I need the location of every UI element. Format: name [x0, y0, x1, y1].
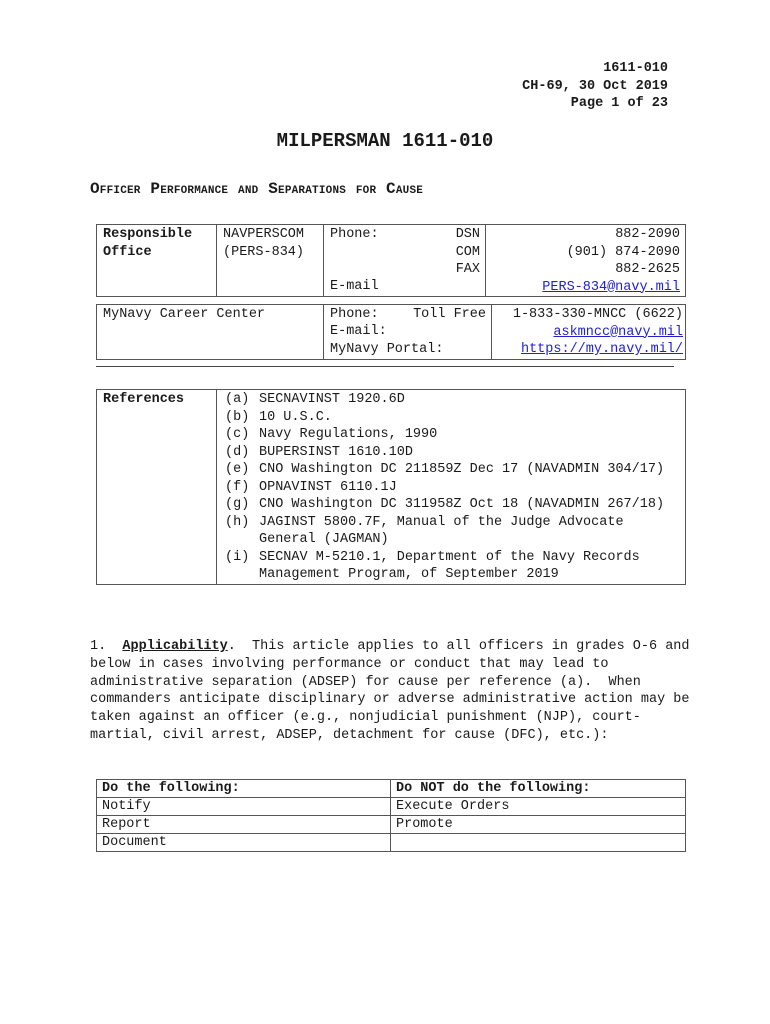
- mynavy-portal-link[interactable]: https://my.navy.mil/: [520, 342, 683, 357]
- reference-text: BUPERSINST 1610.10D: [259, 444, 413, 460]
- contact-labels: [324, 225, 486, 297]
- table-row: [97, 816, 686, 834]
- table-row: [97, 834, 686, 852]
- email-label: E-mail: [330, 279, 379, 294]
- do-cell: Notify: [97, 798, 391, 816]
- doc-number: 1611-010: [603, 61, 668, 76]
- reference-id: (a): [225, 392, 250, 407]
- reference-item: [225, 409, 680, 427]
- do-dont-rows: [97, 798, 686, 852]
- reference-item: [225, 426, 680, 444]
- references-list: [217, 390, 686, 585]
- section-heading: Applicability: [122, 639, 228, 654]
- pers834-email-link[interactable]: PERS-834@navy.mil: [542, 279, 680, 295]
- do-cell: Document: [97, 834, 391, 852]
- reference-text: SECNAV M-5210.1, Department of the Navy Records Management Program, of September 2019: [259, 549, 640, 582]
- com-value: (901) 874-2090: [566, 244, 680, 260]
- reference-item: [225, 514, 680, 549]
- career-center-table: [96, 304, 686, 360]
- reference-id: (h): [225, 514, 250, 530]
- reference-item: [225, 461, 680, 479]
- com-label: COM: [455, 244, 480, 260]
- phone-label: Phone:: [330, 227, 379, 242]
- portal-label: MyNavy Portal:: [330, 342, 444, 357]
- toll-free-label: Toll Free: [413, 307, 486, 322]
- reference-id: (c): [225, 427, 250, 442]
- references-table: [96, 389, 686, 585]
- section-body: . This article applies to all officers in grades O-6 and below in cases involving performance or conduct that may lead to administrative separation (ADSEP) for cause per reference (a). When commanders anticipate disciplinary or adverse administrative action may be taken against an officer (e.g., nonjudicial punishment (NJP), court-martial, civil arrest, ADSEP, detachment for cause (DFC), etc.):: [90, 639, 698, 743]
- table-row: [97, 798, 686, 816]
- responsible-office-table: [96, 224, 686, 297]
- fax-label: FAX: [455, 262, 480, 277]
- reference-id: (d): [225, 444, 250, 460]
- reference-item: [225, 444, 680, 462]
- page-header: [522, 60, 668, 113]
- career-phone-value: 1-833-330-MNCC (6622): [512, 307, 683, 322]
- do-cell: Report: [97, 816, 391, 834]
- document-title: MILPERSMAN 1611-010: [276, 130, 494, 152]
- career-center-values: [492, 305, 686, 360]
- section-1-paragraph: [90, 638, 698, 745]
- dsn-label: DSN: [455, 227, 480, 242]
- reference-item: [225, 391, 680, 409]
- do-column-header: Do the following:: [97, 780, 391, 798]
- reference-id: (b): [225, 409, 250, 425]
- askmncc-email-link[interactable]: askmncc@navy.mil: [553, 324, 683, 340]
- reference-text: Navy Regulations, 1990: [259, 427, 438, 442]
- dont-cell: Execute Orders: [391, 798, 686, 816]
- change-date: CH-69, 30 Oct 2019: [522, 78, 668, 94]
- responsible-office-label: Responsible Office: [97, 225, 217, 297]
- reference-text: SECNAVINST 1920.6D: [259, 392, 405, 407]
- dsn-value: 882-2090: [615, 227, 680, 242]
- career-email-label: E-mail:: [330, 324, 387, 339]
- do-dont-table: [96, 779, 686, 852]
- divider-line: [96, 366, 674, 367]
- reference-item: [225, 479, 680, 497]
- reference-text: CNO Washington DC 211859Z Dec 17 (NAVADMIN 304/17): [259, 462, 665, 477]
- contact-values: [486, 225, 686, 297]
- career-center-name: MyNavy Career Center: [97, 305, 324, 360]
- document-subtitle: Officer Performance and Separations for Cause: [90, 180, 424, 198]
- dont-cell: [391, 834, 686, 852]
- reference-id: (g): [225, 497, 250, 512]
- reference-text: OPNAVINST 6110.1J: [259, 479, 397, 495]
- reference-id: (i): [225, 549, 250, 565]
- reference-text: CNO Washington DC 311958Z Oct 18 (NAVADMIN 267/18): [259, 497, 665, 512]
- reference-item: [225, 496, 680, 514]
- reference-text: 10 U.S.C.: [259, 409, 332, 425]
- responsible-office-org: NAVPERSCOM (PERS-834): [217, 225, 324, 297]
- reference-item: [225, 549, 680, 584]
- career-phone-label: Phone:: [330, 307, 379, 322]
- reference-id: (e): [225, 462, 250, 477]
- section-number: 1.: [90, 639, 107, 654]
- dont-column-header: Do NOT do the following:: [391, 780, 686, 798]
- fax-value: 882-2625: [615, 262, 680, 277]
- references-label: References: [97, 390, 217, 585]
- reference-id: (f): [225, 479, 250, 495]
- dont-cell: Promote: [391, 816, 686, 834]
- page-number: Page 1 of 23: [570, 96, 668, 111]
- reference-text: JAGINST 5800.7F, Manual of the Judge Advocate General (JAGMAN): [259, 514, 624, 547]
- career-center-labels: [324, 305, 492, 360]
